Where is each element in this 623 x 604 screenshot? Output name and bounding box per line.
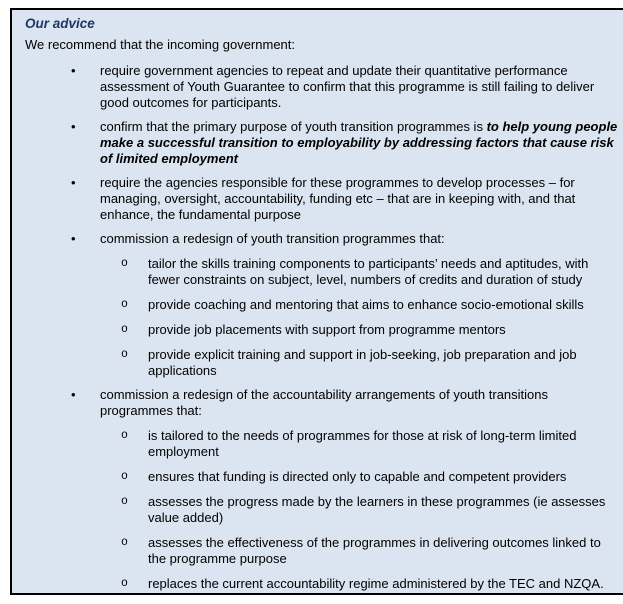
box-title: Our advice: [25, 16, 95, 31]
bullet-text: [100, 175, 619, 223]
sub-bullet-text: provide explicit training and support in job-seeking, job preparation and job applications: [148, 347, 577, 378]
bullet-circle-icon: o: [121, 323, 128, 336]
sub-bullet-item: [25, 428, 619, 460]
bullet-disc-icon: •: [71, 175, 76, 190]
sub-bullet-text: tailor the skills training components to participants’ needs and aptitudes, with fewer constraints on subject, level, numbers of credits and duration of study: [148, 256, 589, 287]
bullet-list: [25, 63, 619, 592]
bullet-item: [25, 63, 619, 111]
sub-bullet-item: [25, 469, 619, 485]
bullet-circle-icon: o: [121, 348, 128, 361]
sub-bullet-text: assesses the progress made by the learners in these programmes (ie assesses value added): [148, 494, 606, 525]
sub-bullet-text: assesses the effectiveness of the programmes in delivering outcomes linked to the programme purpose: [148, 535, 601, 566]
sub-bullet-item: [25, 576, 619, 592]
sub-bullet-item: [25, 297, 619, 313]
bullet-text-segment: commission a redesign of youth transition programmes that:: [100, 231, 445, 246]
bullet-circle-icon: o: [121, 577, 128, 590]
bullet-text: [100, 387, 619, 419]
bullet-circle-icon: o: [121, 429, 128, 442]
bullet-text-segment: confirm that the primary purpose of youth transition programmes is: [100, 119, 487, 134]
bullet-text-segment: commission a redesign of the accountability arrangements of youth transitions programmes that:: [100, 387, 549, 418]
sub-bullet-text: ensures that funding is directed only to capable and competent providers: [148, 469, 567, 484]
bullet-text-segment: require government agencies to repeat and update their quantitative performance assessment of Youth Guarantee to confirm that this programme is still failing to deliver good outcomes for participants.: [100, 63, 595, 110]
bullet-item: [25, 231, 619, 247]
bullet-item: [25, 119, 619, 167]
sub-bullet-item: [25, 347, 619, 379]
bullet-item: [25, 175, 619, 223]
bullet-item: [25, 387, 619, 419]
sub-bullet-item: [25, 494, 619, 526]
bullet-circle-icon: o: [121, 257, 128, 270]
bullet-circle-icon: o: [121, 298, 128, 311]
bullet-text: [100, 119, 619, 167]
bullet-text: [100, 63, 619, 111]
bullet-text-segment: to help young people make a successful transition to employability by addressing factors that cause risk of limited employment: [100, 119, 618, 166]
bullet-circle-icon: o: [121, 495, 128, 508]
bullet-disc-icon: •: [71, 387, 76, 402]
sub-bullet-text: is tailored to the needs of programmes for those at risk of long-term limited employment: [148, 428, 577, 459]
bullet-text-segment: require the agencies responsible for these programmes to develop processes – for managing, oversight, accountability, funding etc – that are in keeping with, and that enhance, the fundamental purpose: [100, 175, 576, 222]
sub-bullet-item: [25, 535, 619, 567]
bullet-disc-icon: •: [71, 119, 76, 134]
bullet-disc-icon: •: [71, 63, 76, 78]
bullet-disc-icon: •: [71, 231, 76, 246]
bullet-circle-icon: o: [121, 470, 128, 483]
bullet-text: [100, 231, 619, 247]
advice-box: [10, 8, 623, 595]
intro-text: We recommend that the incoming government:: [25, 37, 296, 52]
sub-bullet-item: [25, 322, 619, 338]
bullet-circle-icon: o: [121, 536, 128, 549]
sub-bullet-item: [25, 256, 619, 288]
sub-bullet-text: provide coaching and mentoring that aims to enhance socio-emotional skills: [148, 297, 584, 312]
sub-bullet-text: provide job placements with support from programme mentors: [148, 322, 506, 337]
sub-bullet-text: replaces the current accountability regime administered by the TEC and NZQA.: [148, 576, 604, 591]
